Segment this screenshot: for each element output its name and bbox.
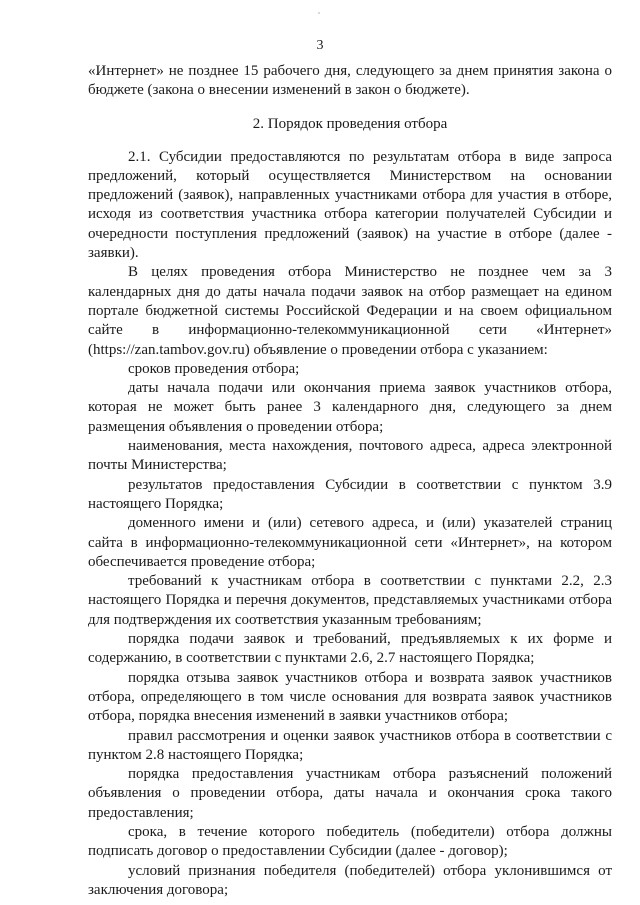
- list-item-evasion-conditions: условий признания победителя (победителей) отбора уклонившимся от заключения договора;: [88, 862, 612, 898]
- scan-artifact: [318, 12, 320, 14]
- list-item-ministry-contacts: наименования, места нахождения, почтового адреса, адреса электронной почты Министерства;: [88, 438, 612, 474]
- list-item-dates: даты начала подачи или окончания приема заявок участников отбора, которая не может быть ранее 3 календарного дня, следующего за днем размещения объявления о проведении отбора;: [88, 380, 612, 435]
- list-item-withdrawal-order: порядка отзыва заявок участников отбора и возврата заявок участников отбора, определяющего в том числе основания для возврата заявок участников отбора, порядка внесения изменений в заявки участников отбора;: [88, 669, 612, 725]
- list-item-clarifications: порядка предоставления участникам отбора разъяснений положений объявления о проведении отбора, даты начала и окончания срока такого предоставления;: [88, 766, 612, 821]
- paragraph-2-1: 2.1. Субсидии предоставляются по результатам отбора в виде запроса предложений, который осуществляется Министерством на основании предложений (заявок), направленных участниками отбора для участия в отборе, исходя из соответствия участника отбора категории получателей Субсидии и очередности поступления предложений (заявок) на участие в отборе (далее - заявки).: [88, 148, 612, 262]
- list-item-results: результатов предоставления Субсидии в соответствии с пунктом 3.9 настоящего Порядка;: [88, 476, 612, 512]
- list-item-evaluation-rules: правил рассмотрения и оценки заявок участников отбора в соответствии с пунктом 2.8 настоящего Порядка;: [88, 727, 612, 763]
- list-item-requirements: требований к участникам отбора в соответствии с пунктами 2.2, 2.3 настоящего Порядка и перечня документов, представляемых участниками отбора для подтверждения их соответствия указанным требованиям;: [88, 573, 612, 628]
- page-number: 3: [316, 38, 324, 53]
- list-item-signing-term: срока, в течение которого победитель (победители) отбора должны подписать договор о предоставлении Субсидии (далее - договор);: [88, 823, 612, 860]
- section-heading: 2. Порядок проведения отбора: [252, 115, 448, 132]
- list-item-terms: сроков проведения отбора;: [128, 360, 300, 377]
- list-item-submission-order: порядка подачи заявок и требований, предъявляемых к их форме и содержанию, в соответствии с пунктами 2.6, 2.7 настоящего Порядка;: [88, 631, 612, 667]
- list-item-domain: доменного имени и (или) сетевого адреса, и (или) указателей страниц сайта в информационно-телекоммуникационной сети «Интернет», на котором обеспечивается проведение отбора;: [88, 515, 612, 570]
- document-body: [88, 62, 612, 900]
- paragraph-announcement: В целях проведения отбора Министерство не позднее чем за 3 календарных дня до даты начала подачи заявок на отбор размещает на едином портале бюджетной системы Российской Федерации и на своем официальном сайте в информационно-телекоммуникационной сети «Интернет» (https://zan.tambov.gov.ru) объявление о проведении отбора с указанием:: [88, 264, 612, 358]
- intro-paragraph: «Интернет» не позднее 15 рабочего дня, следующего за днем принятия закона о бюджете (закона о внесении изменений в закон о бюджете).: [88, 63, 612, 99]
